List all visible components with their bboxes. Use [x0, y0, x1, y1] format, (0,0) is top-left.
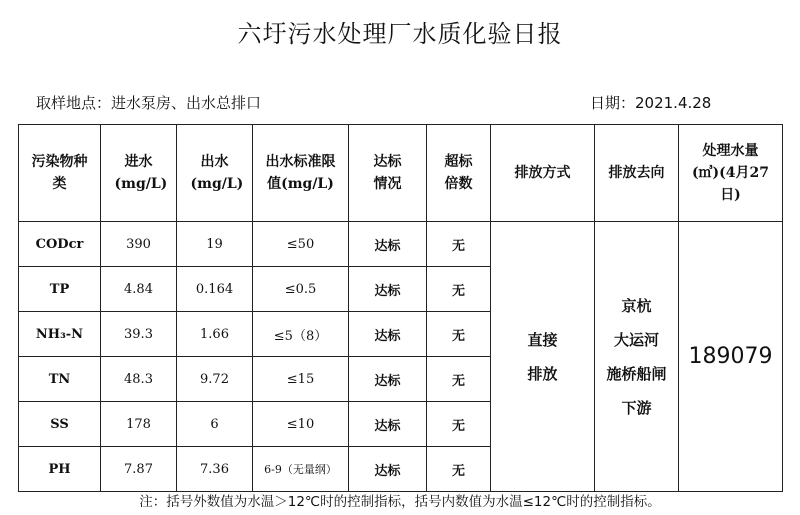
header-discharge-direction-label: 排放去向	[608, 165, 665, 181]
header-discharge-method-label: 排放方式	[514, 165, 571, 181]
discharge-direction-line-1: 京杭	[621, 296, 652, 315]
discharge-direction-line-2: 大运河	[613, 330, 659, 349]
discharge-method-line-1: 直接	[527, 330, 558, 349]
header-pollutant-type	[19, 125, 101, 222]
header-limit	[253, 125, 349, 222]
limit-cell: ≤0.5	[253, 267, 349, 312]
influent-cell: 7.87	[101, 447, 177, 492]
limit-cell: ≤10	[253, 402, 349, 447]
discharge-direction-cell	[595, 222, 679, 492]
pollutant-cell: SS	[19, 402, 101, 447]
header-exceed-multiple	[427, 125, 491, 222]
effluent-cell: 7.36	[177, 447, 253, 492]
header-row	[19, 125, 783, 222]
table-row	[19, 222, 783, 267]
exceed-cell: 无	[427, 447, 491, 492]
report-title: 六圩污水处理厂水质化验日报	[237, 20, 563, 48]
exceed-cell: 无	[427, 312, 491, 357]
status-cell: 达标	[349, 357, 427, 402]
status-cell: 达标	[349, 222, 427, 267]
pollutant-cell: NH₃-N	[19, 312, 101, 357]
water-quality-table	[18, 124, 782, 488]
discharge-direction-line-3: 施桥船闸	[606, 364, 667, 383]
effluent-cell: 19	[177, 222, 253, 267]
discharge-method-line-2: 排放	[527, 364, 558, 383]
influent-cell: 178	[101, 402, 177, 447]
pollutant-cell: CODcr	[19, 222, 101, 267]
report-date: 日期：2021.4.28	[590, 94, 712, 112]
pollutant-cell: PH	[19, 447, 101, 492]
limit-cell: ≤5（8）	[253, 312, 349, 357]
influent-cell: 4.84	[101, 267, 177, 312]
exceed-cell: 无	[427, 222, 491, 267]
header-pollutant-type-label: 污染物种类	[31, 154, 88, 192]
influent-cell: 390	[101, 222, 177, 267]
header-effluent-label: 出水(mg/L)	[190, 154, 244, 192]
exceed-cell: 无	[427, 357, 491, 402]
header-influent	[101, 125, 177, 222]
header-discharge-direction	[595, 125, 679, 222]
pollutant-cell: TN	[19, 357, 101, 402]
limit-cell: 6-9（无量纲）	[253, 447, 349, 492]
header-treated-volume-label: 处理水量(㎥)(4月27日)	[691, 143, 770, 203]
status-cell: 达标	[349, 447, 427, 492]
header-influent-label: 进水(mg/L)	[114, 154, 168, 192]
limit-cell: ≤50	[253, 222, 349, 267]
header-treated-volume	[679, 125, 783, 222]
header-compliance-label: 达标情况	[373, 154, 402, 192]
pollutant-cell: TP	[19, 267, 101, 312]
sampling-location: 取样地点：进水泵房、出水总排口	[36, 94, 262, 112]
effluent-cell: 6	[177, 402, 253, 447]
header-effluent	[177, 125, 253, 222]
discharge-direction-line-4: 下游	[621, 398, 652, 417]
exceed-cell: 无	[427, 402, 491, 447]
exceed-cell: 无	[427, 267, 491, 312]
treated-volume-cell: 189079	[679, 222, 783, 492]
footnote: 注：括号外数值为水温＞12℃时的控制指标，括号内数值为水温≤12℃时的控制指标。	[139, 494, 661, 510]
effluent-cell: 1.66	[177, 312, 253, 357]
header-exceed-multiple-label: 超标倍数	[444, 154, 473, 192]
status-cell: 达标	[349, 402, 427, 447]
status-cell: 达标	[349, 312, 427, 357]
effluent-cell: 0.164	[177, 267, 253, 312]
status-cell: 达标	[349, 267, 427, 312]
header-compliance	[349, 125, 427, 222]
influent-cell: 39.3	[101, 312, 177, 357]
discharge-method-cell	[491, 222, 595, 492]
header-limit-label: 出水标准限值(mg/L)	[265, 154, 336, 192]
header-discharge-method	[491, 125, 595, 222]
effluent-cell: 9.72	[177, 357, 253, 402]
influent-cell: 48.3	[101, 357, 177, 402]
limit-cell: ≤15	[253, 357, 349, 402]
